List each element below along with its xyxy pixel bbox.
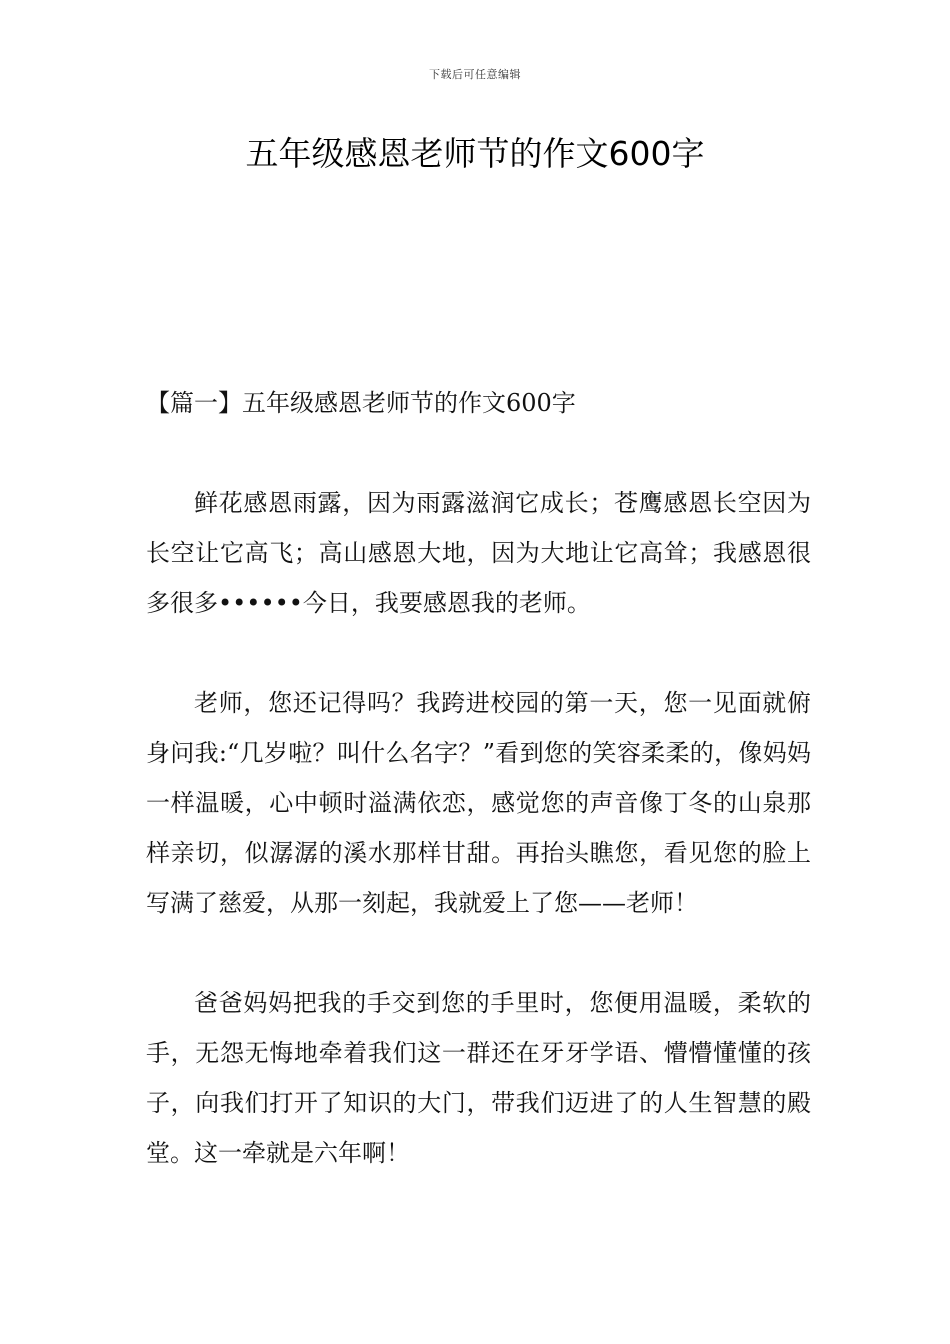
paragraph-3: 爸爸妈妈把我的手交到您的手里时，您便用温暖，柔软的手，无怨无悔地牵着我们这一群还在牙牙学语、懵懵懂懂的孩子，向我们打开了知识的大门，带我们迈进了的人生智慧的殿堂。这一牵就是六年啊！ [146, 989, 811, 1167]
section-heading: 【篇一】五年级感恩老师节的作文600字 [146, 389, 576, 417]
paragraph-2: 老师，您还记得吗？我跨进校园的第一天，您一见面就俯身问我:“几岁啦？叫什么名字？”看到您的笑容柔柔的，像妈妈一样温暖，心中顿时溢满依恋，感觉您的声音像丁冬的山泉那样亲切，似潺潺的溪水那样甘甜。再抬头瞧您，看见您的脸上写满了慈爱，从那一刻起，我就爱上了您——老师！ [146, 689, 811, 917]
paragraph-1: 鲜花感恩雨露，因为雨露滋润它成长；苍鹰感恩长空因为长空让它高飞；高山感恩大地，因为大地让它高耸；我感恩很多很多••••••今日，我要感恩我的老师。 [146, 489, 811, 617]
document-title: 五年级感恩老师节的作文600字 [245, 134, 705, 173]
document-body [146, 378, 811, 1228]
header-note: 下载后可任意编辑 [429, 68, 521, 81]
